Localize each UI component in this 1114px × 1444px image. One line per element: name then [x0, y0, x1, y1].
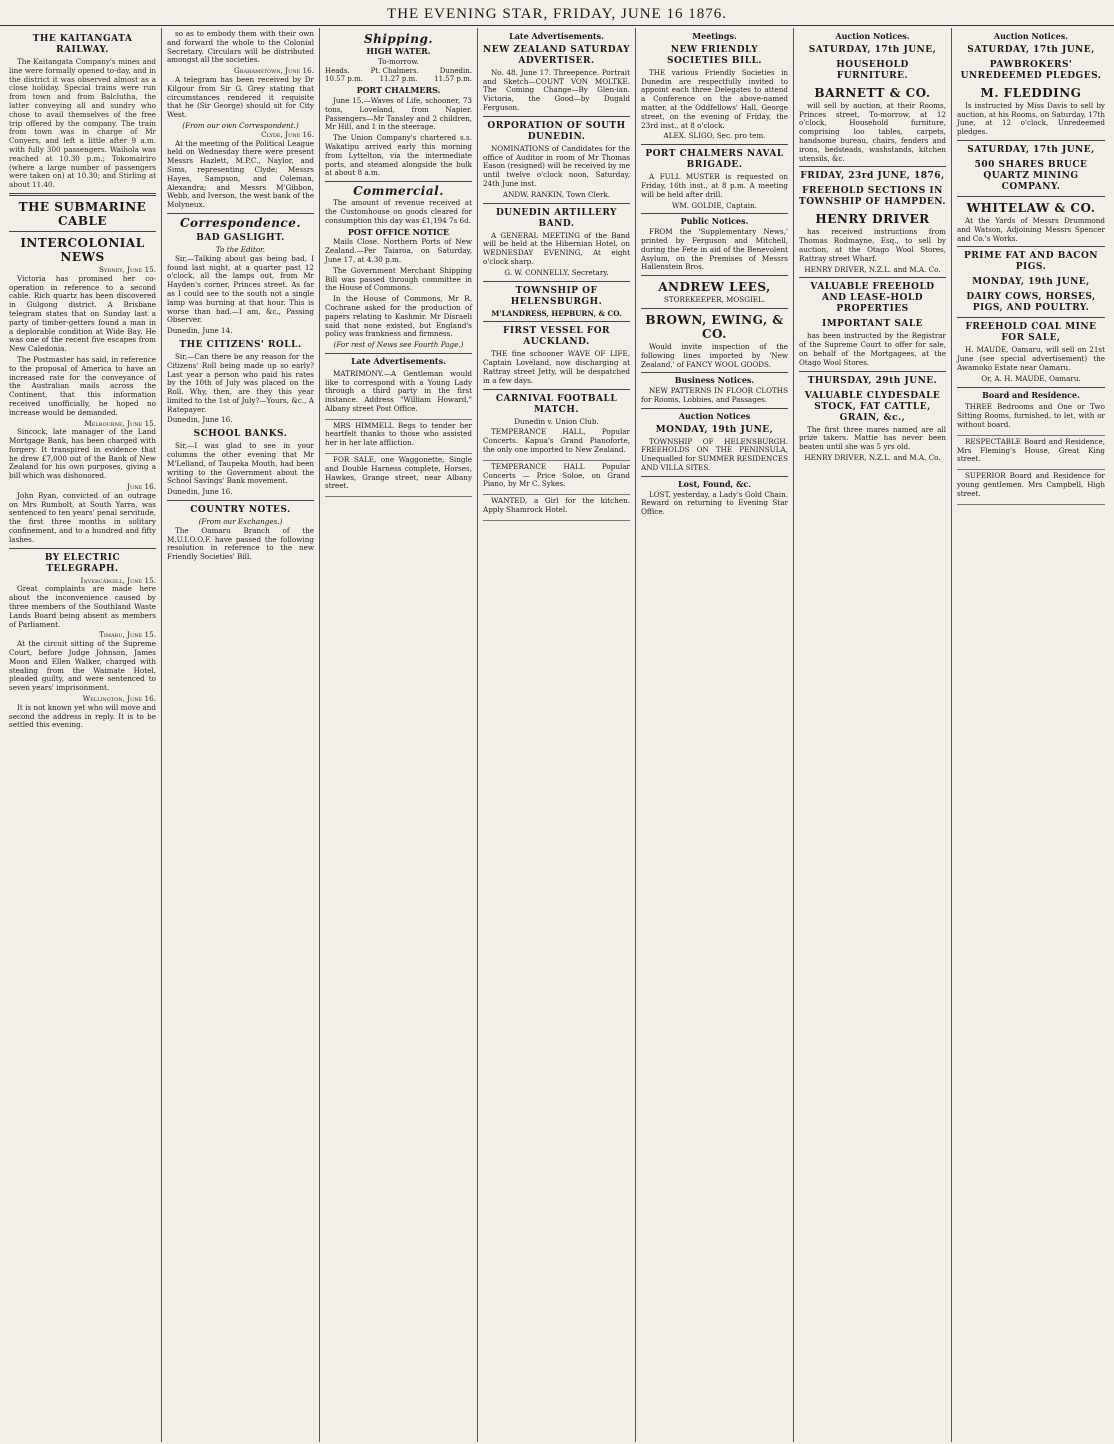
ad-body: MATRIMONY.—A Gentleman would like to correspond with a Young Lady through a third party in the first instance. Address "William Howard," Albany street Post Office.	[325, 368, 472, 413]
source-note: (From our Exchanges.)	[198, 517, 283, 527]
ad-headline: DUNEDIN ARTILLERY BAND.	[496, 207, 617, 229]
classified-ad	[325, 420, 472, 454]
masthead	[0, 0, 1114, 26]
section-heading-business-notices: Business Notices.	[674, 375, 755, 386]
ad-body: NOMINATIONS of Candidates for the office of Auditor in room of Mr Thomas Eason (resigned) will be received by me until twelve o'clock noon, Saturday, 24th June inst.	[483, 143, 630, 188]
ad-body: TEMPERANCE HALL, Popular Concerts. Kapua's Grand Pianoforte, the only one imported to New Zealand.	[483, 427, 630, 454]
headline-school-banks: SCHOOL BANKS.	[193, 429, 288, 440]
dateline: Dunedin, June 14.	[167, 326, 233, 336]
ad-headline: SATURDAY, 17th JUNE,	[967, 144, 1095, 155]
notice-body: Mails Close. Northern Ports of New Zealand.—Per Taiaroa, on Saturday, June 17, at 4.30 p.m.	[325, 237, 472, 264]
shipping-body: June 15.—Waves of Life, schooner, 73 tons, Loveland, from Napier. Passengers—Mr Tansley and 2 children, Mr Hill, and 1 in the steerage.	[325, 95, 472, 132]
article-body: so as to embody them with their own and forward the whole to the Colonial Secretary. Circulars will be distributed amongst all the societies.	[167, 29, 314, 65]
section-heading-shipping: Shipping.	[363, 32, 434, 46]
ad-body: The first three mares named are all prize takers. Mattie has never been beaten until she was 5 yrs old.	[799, 424, 946, 452]
article-body: John Ryan, convicted of an outrage on Mrs Rumbolt, at South Yarra, was sentenced to ten years' penal servitude, the first three months in solitary confinement, and to a hundred and fifty lashes.	[9, 490, 156, 544]
headline-citizens-roll: THE CITIZENS' ROLL.	[179, 339, 302, 350]
ad-headline: PAWBROKERS' UNREDEEMED PLEDGES.	[960, 59, 1102, 81]
article-body: Great complaints are made here about the inconvenience caused by three members of the Southland Waste Lands Board being absent as members of Parliament.	[9, 584, 156, 629]
ad-body: Dunedin v. Union Club.	[514, 416, 599, 426]
ad-headline: M. FLEDDING	[980, 85, 1082, 100]
dateline: Timaru, June 15.	[99, 630, 156, 640]
ad-body: At the Yards of Messrs Drummond and Watson, Adjoining Messrs Spencer and Co.'s Works.	[957, 215, 1105, 243]
ad-body: FOR SALE, one Waggonette, Single and Double Harness complete, Horses, Hawkes, Grange street, near Albany street.	[325, 455, 472, 491]
ad-subheading: STOREKEEPER, MOSGIEL.	[663, 295, 766, 305]
ad-body: Is instructed by Miss Davis to sell by auction, at his Rooms, on Saturday, 17th June, at 12 o'clock, Unredeemed pledges.	[957, 100, 1105, 137]
letter-body: Sir,—I was glad to see in your columns the other evening that Mr M'Lelland, of Taupeka Mouth, had been writing to the Government about the School Savings' Bank movement.	[167, 441, 314, 486]
ad-headline: BARNETT & CO.	[814, 85, 931, 100]
see-page-note: (For rest of News see Fourth Page.)	[333, 340, 464, 350]
letter-body: Sir,—Talking about gas being bad, I found last night, at a quarter past 12 o'clock, all the lamps out, from Mr Hayden's corner, Princes street. As far as I could see to the south not a single lamp was burning at that hour. This is worse than bad.—I am, &c., Passing Observer.	[167, 253, 314, 325]
port-label: Dunedin.	[439, 66, 472, 75]
ad-body: A GENERAL MEETING of the Band will be held at the Hibernian Hotel, on WEDNESDAY EVENING, At eight o'clock sharp.	[483, 230, 630, 266]
classified-ad	[957, 401, 1105, 435]
high-water-heading: HIGH WATER.	[366, 46, 431, 56]
dateline: Clyde, June 16.	[261, 129, 314, 139]
letter-body: Sir,—Can there be any reason for the Citizens' Roll being made up so early? Last year a person who paid his rates by the 10th of July was placed on the Roll. Why, then, are they this year limited to the 1st of July?—Yours, &c., A Ratepayer.	[167, 351, 314, 414]
ad-body: RESPECTABLE Board and Residence, Mrs Fleming's House, Great King street.	[957, 436, 1105, 464]
port-chalmers-heading: PORT CHALMERS.	[356, 85, 441, 96]
ad-headline: THURSDAY, 29th JUNE.	[807, 375, 938, 386]
to-editor: To the Editor.	[215, 244, 266, 254]
ad-headline: SATURDAY, 17th JUNE,	[967, 44, 1095, 55]
section-heading-board-residence: Board and Residence.	[982, 389, 1080, 400]
source-note: (From our own Correspondent.)	[182, 120, 299, 130]
section-heading-commercial: Commercial.	[353, 184, 444, 199]
ad-body: has been instructed by the Registrar of the Supreme Court to offer for sale, on behalf of the Mortgagees, at the Otago Wool Stores.	[799, 331, 946, 367]
high-water-ports	[325, 67, 472, 76]
article-body: The Kaitangata Company's mines and line were formally opened to-day, and in the district it was observed almost as a close holiday. Special trains were run from town and from Balclutha, the latter conveying all and sundry who chose to avail themselves of the free trip offered by the company. The train from town was in charge of Mr Conyers, and left a little after 9 a.m. with fully 300 passengers. Waihola was reached at 10.30 p.m.; Tokomairiro (where a large number of passengers were taken on) at 10.30; and Stirling at about 11.40.	[9, 57, 156, 190]
ad-body: THREE Bedrooms and One or Two Sitting Rooms, furnished, to let, with or without board.	[957, 402, 1105, 429]
column-3	[320, 28, 478, 1442]
dateline: Dunedin, June 16.	[167, 415, 233, 425]
ad-body: SUPERIOR Board and Residence for young gentlemen. Mrs Campbell, High street.	[957, 471, 1105, 498]
shipping-body: The Union Company's chartered s.s. Wakatipu arrived early this morning from Lyttelton, via the intermediate ports, and steamed alongside the bulk at about 8 a.m.	[325, 133, 472, 178]
dateline: Dunedin, June 16.	[167, 487, 233, 497]
ad-headline: PRIME FAT AND BACON PIGS.	[963, 251, 1099, 273]
tide-time: 11.27 p.m.	[379, 75, 418, 84]
ad-body: THE various Friendly Societies in Dunedin are respectfully invited to appoint each three Delegates to attend a Conference on the above-named matter, at the Oddfellows' Hall, George street, on the evening of Friday, the 23rd inst., at 8 o'clock.	[641, 67, 788, 130]
signature: HENRY DRIVER, N.Z.L. and M.A. Co.	[804, 264, 941, 274]
high-water-day: To-morrow.	[378, 56, 419, 66]
ad-headline: MONDAY, 19th JUNE,	[972, 277, 1090, 288]
classified-ad	[483, 495, 630, 521]
section-heading-auction-notices: Auction Notices.	[835, 31, 910, 41]
classified-ad	[483, 426, 630, 460]
article-body: At the circuit sitting of the Supreme Court, before Judge Johnson, James Moon and Ellen Walker, charged with stealing from the Waimate Hotel, pleaded guilty, and were sentenced to seven years' imprisonment.	[9, 639, 156, 693]
signature: HENRY DRIVER, N.Z.L. and M.A. Co.	[804, 452, 941, 462]
ad-headline: NEW FRIENDLY SOCIETIES BILL.	[666, 44, 763, 66]
classified-ad	[957, 470, 1105, 504]
tide-time: 11.57 p.m.	[434, 75, 472, 84]
article-body: Victoria has promised her co-operation in reference to a second cable. Rich quartz has been discovered in Gulgong district. A Brisbane telegram states that on Sunday last a party of timber-getters found a man in a deplorable condition at Wide Bay. He was one of the recent five escapes from New Caledonia.	[9, 273, 156, 354]
dateline: June 16.	[127, 482, 156, 492]
signature: ANDW. RANKIN, Town Clerk.	[502, 189, 611, 199]
ad-body: NEW PATTERNS IN FLOOR CLOTHS for Rooms, Lobbies, and Passages.	[641, 386, 788, 404]
column-6	[794, 28, 952, 1442]
late-advertisements-heading: Late Advertisements.	[351, 355, 446, 366]
dateline: Invercargill, June 15.	[80, 575, 156, 585]
ad-body: MRS HIMMELL Begs to tender her heartfelt thanks to those who assisted her in her late affliction.	[325, 420, 472, 448]
classified-ad	[325, 454, 472, 497]
ad-body: No. 48. June 17. Threepence. Portrait and Sketch—COUNT VON MOLTKE. The Coming Change—By Glen-ian. Victoria, the Good—by Dugald Ferguson.	[483, 67, 630, 112]
signature: WM. GOLDIE, Captain.	[672, 200, 757, 210]
dateline: Wellington, June 16.	[82, 694, 156, 704]
classified-ad	[325, 368, 472, 420]
ad-headline: WHITELAW & CO.	[966, 200, 1096, 215]
newspaper-title: THE EVENING STAR, FRIDAY, JUNE 16 1876.	[387, 6, 727, 22]
ad-headline: IMPORTANT SALE	[821, 319, 924, 330]
article-body: The Postmaster has said, in reference to the proposal of America to have an increased rate for the conveyance of the Australian mails across the Continent, that this information received unofficially, he hoped no increase would be demanded.	[9, 354, 156, 417]
ad-headline: HOUSEHOLD FURNITURE.	[836, 59, 909, 81]
article-body: Sincock, late manager of the Land Mortgage Bank, has been charged with forgery. It transpired in evidence that he drew £7,000 out of the Bank of New Zealand for his own purposes, giving a bill which was dishonored.	[9, 427, 156, 481]
high-water-times	[325, 75, 472, 84]
article-body: At the meeting of the Political League held on Wednesday there were present Messrs Hazlett, M.P.C., Naylor, and Sims, representing Clyde; Messrs Hayes, Sampson, and Coleman, Alexandra; and Messrs M'Gibbon, Webb, and Iverson, the west bank of the Molyneux.	[167, 138, 314, 210]
classified-ad	[483, 461, 630, 495]
ad-headline: ORPORATION OF SOUTH DUNEDIN.	[487, 120, 626, 142]
ad-headline: MONDAY, 19th JUNE,	[655, 424, 774, 435]
ad-headline: BROWN, EWING, & CO.	[645, 312, 784, 341]
dateline: Melbourne, June 15.	[84, 418, 156, 428]
classified-ad	[957, 436, 1105, 470]
column-4	[478, 28, 636, 1442]
section-heading-lost-found: Lost, Found, &c.	[678, 478, 751, 489]
signature: ALEX. SLIGO, Sec. pro tem.	[663, 131, 766, 141]
signature: Or, A. H. MAUDE, Oamaru.	[981, 373, 1081, 383]
ad-headline: ANDREW LEES,	[658, 280, 771, 295]
ad-headline: TOWNSHIP OF HELENSBURGH.	[510, 285, 603, 307]
ad-headline: FREEHOLD SECTIONS IN TOWNSHIP OF HAMPDEN.	[799, 186, 947, 208]
article-body: The Government Merchant Shipping Bill was passed through committee in the House of Commons.	[325, 265, 472, 293]
ad-headline: 500 SHARES BRUCE QUARTZ MINING COMPANY.	[974, 159, 1088, 192]
column-5	[636, 28, 794, 1442]
headline-intercolonial: INTERCOLONIAL NEWS	[20, 235, 145, 264]
column-1	[4, 28, 162, 1442]
dateline: Grahamstown, June 16.	[234, 66, 314, 76]
commercial-body: The amount of revenue received at the Customhouse on goods cleared for consumption this day was £1,194 7s 6d.	[325, 198, 472, 225]
article-body: A telegram has been received by Dr Kilgour from Sir G. Grey stating that circumstances rendered it requisite that he (Sir George) should sit for City West.	[167, 74, 314, 120]
ad-headline: SATURDAY, 17th JUNE,	[808, 44, 937, 55]
post-office-notice-heading: POST OFFICE NOTICE	[347, 226, 450, 237]
ad-headline: CARNIVAL FOOTBALL MATCH.	[495, 393, 618, 415]
dateline: Sydney, June 15.	[99, 264, 156, 274]
port-label: Heads.	[325, 66, 350, 75]
section-heading-correspondence: Correspondence.	[179, 215, 302, 230]
ad-headline: DAIRY COWS, HORSES, PIGS, AND POULTRY.	[966, 292, 1096, 314]
ad-body: FROM the 'Supplementary News,' printed by Ferguson and Mitchell, during the Fete in aid of the Benevolent Asylum, on the Premises of Messrs Hallenstein Bros.	[641, 227, 788, 272]
headline-bad-gaslight: BAD GASLIGHT.	[196, 232, 285, 243]
ad-body: H. MAUDE, Oamaru, will sell on 21st June (see special advertisement) the Awamoko Estate near Oamaru.	[957, 345, 1105, 372]
ad-headline: PORT CHALMERS NAVAL BRIGADE.	[645, 149, 784, 171]
signature: G. W. CONNELLY, Secretary.	[504, 267, 609, 277]
ad-headline: FRIDAY, 23rd JUNE, 1876,	[800, 171, 945, 182]
section-heading-auction-notices: Auction Notices	[678, 410, 751, 421]
article-body: The Oamaru Branch of the M.U.I.O.O.F. have passed the following resolution in reference to the new Friendly Societies' Bill.	[167, 525, 314, 562]
section-heading-public-notices: Public Notices.	[680, 216, 749, 227]
newspaper-page	[4, 28, 1110, 1442]
column-2	[162, 28, 320, 1442]
section-heading-auction-notices: Auction Notices.	[993, 31, 1069, 41]
ad-headline: FIRST VESSEL FOR AUCKLAND.	[502, 326, 611, 348]
ad-headline: VALUABLE FREEHOLD AND LEASE-HOLD PROPERTIES	[810, 282, 935, 315]
headline-submarine-cable: THE SUBMARINE CABLE	[18, 199, 147, 228]
ad-body: LOST, yesterday, a Lady's Gold Chain. Reward on returning to Evening Star Office.	[641, 489, 788, 517]
ad-headline: HENRY DRIVER	[815, 212, 930, 227]
article-body: In the House of Commons, Mr R. Cochrane asked for the production of papers relating to Kashmir. Mr Disraeli said that none existed, but England's policy was frankness and firmness.	[325, 294, 472, 339]
ad-body: will sell by auction, at their Rooms, Princes street, To-morrow, at 12 o'clock, Household furniture, comprising loo tables, carpets, handsome bureau, chairs, fenders and irons, bedsteads, washstands, kitchen utensils, &c.	[799, 100, 946, 163]
headline-electric-telegraph: BY ELECTRIC TELEGRAPH.	[44, 552, 121, 574]
ad-headline: NEW ZEALAND SATURDAY ADVERTISER.	[483, 44, 630, 66]
headline-kaitangata: THE KAITANGATA RAILWAY.	[32, 34, 133, 55]
late-advertisements-heading: Late Advertisements.	[509, 31, 604, 41]
section-heading-meetings: Meetings.	[692, 31, 737, 41]
ad-body: THE fine schooner WAVE OF LIFE, Captain Loveland, now discharging at Rattray street Jetty, will be despatched in a few days.	[483, 349, 630, 385]
ad-body: TEMPERANCE HALL Popular Concerts — Price Soloe, on Grand Piano, by Mr C. Sykes.	[483, 461, 630, 489]
ad-body: Would invite inspection of the following lines imported by 'New Zealand,' of FANCY WOOL GOODS.	[641, 341, 788, 369]
ad-body: has received instructions from Thomas Rodmayne, Esq., to sell by auction, at the Otago Wool Stores, Rattray street Wharf.	[799, 227, 946, 263]
ad-body: A FULL MUSTER is requested on Friday, 16th inst., at 8 p.m. A meeting will be held after drill.	[641, 172, 788, 199]
port-label: Pt. Chalmers.	[370, 66, 419, 75]
column-7	[952, 28, 1110, 1442]
ad-headline: FREEHOLD COAL MINE FOR SALE,	[965, 322, 1097, 344]
ad-headline: VALUABLE CLYDESDALE STOCK, FAT CATTLE, GRAIN, &c.,	[804, 390, 941, 423]
ad-headline: M'LANDRESS, HEPBURN, & CO.	[491, 308, 622, 318]
ad-body: WANTED, a Girl for the kitchen. Apply Shamrock Hotel.	[483, 496, 630, 514]
article-body: It is not known yet who will move and second the address in reply. It is to be settled this evening.	[9, 702, 156, 730]
headline-country-notes: COUNTRY NOTES.	[190, 505, 291, 516]
ad-body: TOWNSHIP OF HELENSBURGH. FREEHOLDS ON THE PENINSULA, Unequalled for SUMMER RESIDENCES AND VILLA SITES.	[641, 436, 788, 472]
tide-time: 10.57 p.m.	[325, 75, 363, 84]
